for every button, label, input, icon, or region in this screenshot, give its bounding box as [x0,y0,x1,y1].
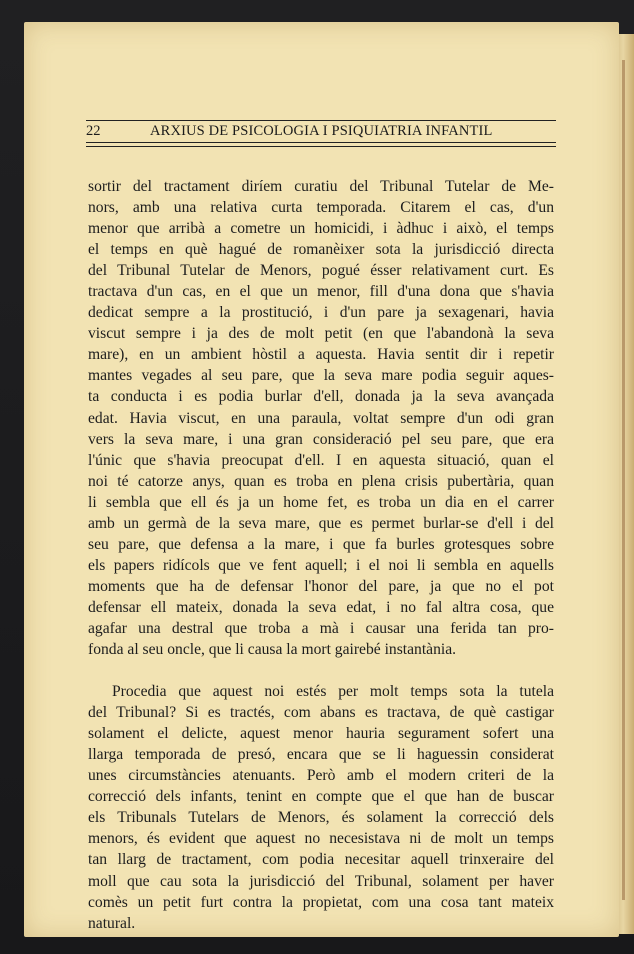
header-rule-bottom [86,142,556,147]
page-number: 22 [86,123,101,139]
text-line: l'únic que s'havia preocupat d'ell. I en aquesta situació, quan el [88,451,554,469]
text-line: menors, és evident que aquest no necesistava ni de molt un temps [88,830,554,848]
text-line: comès un petit furt contra la propietat, com una cosa tant mateix [88,893,554,911]
text-line: menor que arribà a cometre un homicidi, i àdhuc i això, el temps [88,220,554,238]
text-line: moll que cau sota la jurisdicció del Tribunal, solament per haver [88,872,554,890]
text-line: defensar ell mateix, donada la seva edat, i no fal altra cosa, que [88,598,554,616]
paragraph [88,176,554,660]
running-header [86,112,556,154]
running-head-title: ARXIUS DE PSICOLOGIA I PSIQUIATRIA INFANTIL [150,123,493,139]
text-line: dedicat sempre a la prostitució, i d'un pare ja sexagenari, havia [88,304,554,322]
text-line: el temps en què hagué de romanèixer sota la jurisdicció directa [88,241,554,259]
text-line: llarga temporada de presó, encara que se li haguessin considerat [88,746,554,764]
text-line: del Tribunal? Si es tractés, com abans es tractava, de què castigar [88,704,554,722]
text-line: del Tribunal Tutelar de Menors, pogué ésser relativament curt. Es [88,262,554,280]
text-line: agafar una destral que troba a mà i causar una ferida tan pro- [88,619,554,637]
text-line: amb un germà de la seva mare, que es permet burlar-se d'ell i del [88,514,554,532]
page-edge-shadow [622,60,625,900]
text-line: noi té catorze anys, quan es troba en plena crisis pubertària, quan [88,472,554,490]
text-line: Procedia que aquest noi estés per molt temps sota la tutela [112,683,554,701]
text-line: unes circumstàncies atenuants. Però amb el modern criteri de la [88,767,554,785]
text-line: ta conducta i es podia burlar d'ell, donada ja la seva avançada [88,388,554,406]
text-line: li sembla que ell és ja un home fet, es troba un dia en el carrer [88,493,554,511]
text-line: els papers ridícols que ve fent aquell; i el noi li sembla en aquells [88,556,554,574]
text-line: natural. [88,914,136,932]
text-line: moments que ha de defensar l'honor del pare, ja que no el pot [88,577,554,595]
text-line: fonda al seu oncle, que li causa la mort gairebé instantània. [88,641,457,659]
text-line: vers la seva mare, i una gran consideració pel seu pare, que era [88,430,554,448]
header-rule-top [86,120,556,121]
text-line: mantes vegades al seu pare, que la seva mare podia seguir aques- [88,367,554,385]
text-line: sortir del tractament diríem curatiu del Tribunal Tutelar de Me- [88,178,554,195]
text-line: solament el delicte, aquest menor hauria segurament sofert una [88,725,554,743]
text-line: correcció dels infants, tenint en compte que el que han de buscar [88,788,554,806]
text-line: edat. Havia viscut, en una paraula, voltat sempre d'un odi gran [88,409,554,427]
text-line: tractava d'un cas, en el que un menor, fill d'una dona que s'havia [88,283,554,301]
text-line: mare), en un ambient hòstil a aquesta. Havia sentit dir i repetir [88,346,554,364]
text-line: nors, amb una relativa curta temporada. Citarem el cas, d'un [88,199,554,217]
text-line: tan llarg de tractament, com podia necesitar aquell trinxeraire del [88,851,554,869]
text-line: els Tribunals Tutelars de Menors, és solament la correcció dels [88,809,554,827]
text-line: seu pare, que defensa a la mare, i que fa burles grotesques sobre [88,535,554,553]
paragraph [88,681,554,934]
body-text [88,176,554,934]
text-line: viscut sempre i ja des de molt petit (en que l'abandonà la seva [88,325,554,343]
